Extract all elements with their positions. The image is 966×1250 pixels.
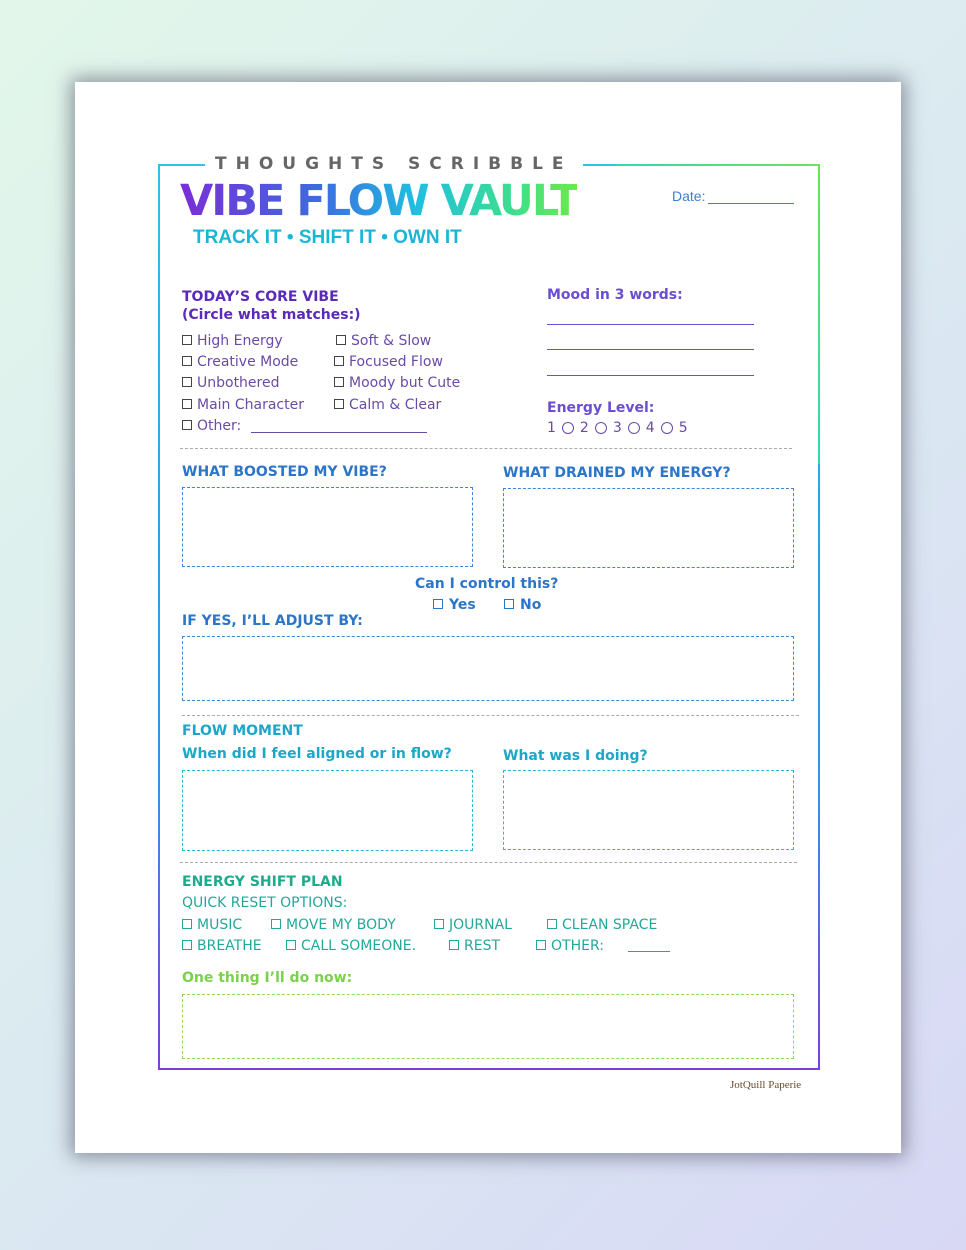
energy-level-1: 1 bbox=[547, 420, 556, 436]
drained-label: WHAT DRAINED MY ENERGY? bbox=[503, 465, 731, 481]
checkbox-icon bbox=[182, 377, 192, 387]
mood-word-3-field[interactable] bbox=[547, 375, 754, 376]
frame-accent-top bbox=[615, 164, 820, 166]
reset-option-call-someone[interactable]: CALL SOMEONE. bbox=[286, 938, 416, 954]
one-thing-box[interactable] bbox=[182, 994, 794, 1059]
checkbox-icon bbox=[182, 335, 192, 345]
core-vibe-subtitle: (Circle what matches:) bbox=[182, 307, 361, 323]
checkbox-icon bbox=[336, 335, 346, 345]
radio-circle-icon[interactable] bbox=[661, 422, 673, 434]
adjust-notes-box[interactable] bbox=[182, 636, 794, 701]
checkbox-icon bbox=[182, 399, 192, 409]
vibe-option-moody-cute[interactable]: Moody but Cute bbox=[334, 375, 460, 391]
checkbox-icon bbox=[433, 599, 443, 609]
checkbox-icon bbox=[334, 377, 344, 387]
adjust-label: IF YES, I’LL ADJUST BY: bbox=[182, 613, 363, 629]
flow-question-doing: What was I doing? bbox=[503, 748, 648, 764]
control-question: Can I control this? bbox=[415, 576, 559, 592]
one-thing-label: One thing I’ll do now: bbox=[182, 970, 353, 986]
checkbox-icon bbox=[334, 356, 344, 366]
other-reset-field[interactable] bbox=[628, 951, 670, 952]
drained-notes-box[interactable] bbox=[503, 488, 794, 568]
reset-option-move-body[interactable]: MOVE MY BODY bbox=[271, 917, 396, 933]
checkbox-icon bbox=[286, 940, 296, 950]
vibe-option-creative-mode[interactable]: Creative Mode bbox=[182, 354, 298, 370]
checkbox-icon bbox=[182, 356, 192, 366]
vibe-option-high-energy[interactable]: High Energy bbox=[182, 333, 283, 349]
page-title: VIBE FLOW VAULT bbox=[180, 176, 578, 226]
worksheet-page bbox=[75, 82, 901, 1153]
flow-moment-title: FLOW MOMENT bbox=[182, 723, 303, 739]
frame-accent-right bbox=[818, 164, 820, 464]
energy-level-5: 5 bbox=[678, 420, 688, 436]
vibe-option-unbothered[interactable]: Unbothered bbox=[182, 375, 280, 391]
radio-circle-icon[interactable] bbox=[562, 422, 574, 434]
boosted-label: WHAT BOOSTED MY VIBE? bbox=[182, 464, 387, 480]
divider bbox=[180, 862, 797, 863]
checkbox-icon bbox=[449, 940, 459, 950]
radio-circle-icon[interactable] bbox=[628, 422, 640, 434]
energy-scale bbox=[547, 420, 688, 436]
checkbox-icon bbox=[182, 420, 192, 430]
reset-option-other[interactable]: OTHER: bbox=[536, 938, 604, 954]
radio-circle-icon[interactable] bbox=[595, 422, 607, 434]
flow-aligned-box[interactable] bbox=[182, 770, 473, 851]
reset-option-rest[interactable]: REST bbox=[449, 938, 500, 954]
checkbox-icon bbox=[547, 919, 557, 929]
date-field[interactable] bbox=[708, 203, 794, 204]
checkbox-icon bbox=[182, 940, 192, 950]
core-vibe-title: TODAY’S CORE VIBE bbox=[182, 289, 339, 305]
mood-word-1-field[interactable] bbox=[547, 324, 754, 325]
footer-credit: JotQuill Paperie bbox=[730, 1079, 802, 1091]
other-vibe-field[interactable] bbox=[251, 432, 427, 433]
vibe-option-soft-slow[interactable]: Soft & Slow bbox=[336, 333, 431, 349]
vibe-option-calm-clear[interactable]: Calm & Clear bbox=[334, 397, 441, 413]
reset-option-breathe[interactable]: BREATHE bbox=[182, 938, 262, 954]
checkbox-icon bbox=[504, 599, 514, 609]
mood-word-2-field[interactable] bbox=[547, 349, 754, 350]
divider bbox=[182, 715, 799, 716]
checkbox-icon bbox=[182, 919, 192, 929]
vibe-option-focused-flow[interactable]: Focused Flow bbox=[334, 354, 443, 370]
energy-level-4: 4 bbox=[645, 420, 655, 436]
boosted-notes-box[interactable] bbox=[182, 487, 473, 567]
checkbox-icon bbox=[536, 940, 546, 950]
flow-question-aligned: When did I feel aligned or in flow? bbox=[182, 746, 452, 762]
brand-subtitle: THOUGHTS SCRIBBLE bbox=[205, 154, 583, 174]
tagline: TRACK IT • SHIFT IT • OWN IT bbox=[193, 227, 462, 248]
reset-option-journal[interactable]: JOURNAL bbox=[434, 917, 512, 933]
energy-level-2: 2 bbox=[579, 420, 589, 436]
vibe-option-main-character[interactable]: Main Character bbox=[182, 397, 304, 413]
date-label: Date: bbox=[672, 188, 706, 204]
mood-label: Mood in 3 words: bbox=[547, 287, 683, 303]
control-yes-option[interactable]: Yes bbox=[433, 597, 476, 613]
shift-plan-title: ENERGY SHIFT PLAN bbox=[182, 874, 343, 890]
energy-label: Energy Level: bbox=[547, 400, 655, 416]
shift-plan-subtitle: QUICK RESET OPTIONS: bbox=[182, 895, 348, 911]
control-no-option[interactable]: No bbox=[504, 597, 541, 613]
divider bbox=[180, 448, 792, 449]
vibe-option-other[interactable]: Other: bbox=[182, 418, 241, 434]
reset-option-music[interactable]: MUSIC bbox=[182, 917, 242, 933]
checkbox-icon bbox=[334, 399, 344, 409]
checkbox-icon bbox=[271, 919, 281, 929]
reset-option-clean-space[interactable]: CLEAN SPACE bbox=[547, 917, 657, 933]
energy-level-3: 3 bbox=[612, 420, 622, 436]
flow-doing-box[interactable] bbox=[503, 770, 794, 850]
checkbox-icon bbox=[434, 919, 444, 929]
